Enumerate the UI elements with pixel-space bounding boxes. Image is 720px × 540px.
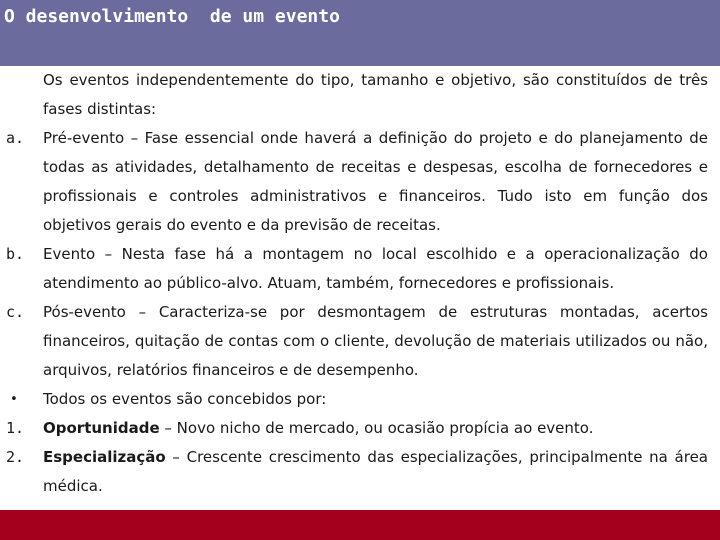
phase-b-item: [43, 240, 708, 298]
phase-c-term: Pós-evento: [43, 303, 126, 321]
phase-c-item: [43, 298, 708, 385]
phase-b-term: Evento: [43, 245, 96, 263]
condition-2-term: Especialização: [43, 448, 166, 466]
bullet-marker: •: [10, 392, 18, 407]
footer-bar: [0, 510, 720, 540]
title-bar: [0, 0, 720, 66]
phase-c-text: – Caracteriza-se por desmontagem de estruturas montadas, acertos financeiros, quitação de contas com o cliente, devolução de materiais utilizados ou não, arquivos, relatórios financeiros e de desempenho.: [43, 303, 708, 379]
page-title: O desenvolvimento de um evento: [4, 6, 340, 27]
bullet-item: Todos os eventos são concebidos por:: [43, 390, 327, 408]
phase-b-text: – Nesta fase há a montagem no local escolhido e a operacionalização do atendimento ao público-alvo. Atuam, também, fornecedores e profissionais.: [43, 245, 708, 292]
intro-paragraph: Os eventos independentemente do tipo, tamanho e objetivo, são constituídos de três fases distintas:: [43, 71, 708, 118]
phase-a-text: – Fase essencial onde haverá a definição do projeto e do planejamento de todas as atividades, detalhamento de receitas e despesas, escolha de fornecedores e profissionais e controles administrativos e financeiros. Tudo isto em função dos objetivos gerais do evento e da previsão de receitas.: [43, 129, 708, 234]
phase-c-marker: c.: [6, 303, 25, 321]
condition-1-item: [43, 414, 708, 443]
phase-a-term: Pré-evento: [43, 129, 125, 147]
condition-2-text: – Crescente crescimento das especializações, principalmente na área médica.: [43, 448, 708, 495]
condition-2-item: [43, 443, 708, 501]
condition-2-marker: 2.: [6, 448, 25, 466]
condition-1-term: Oportunidade: [43, 419, 160, 437]
phase-a-marker: a.: [6, 129, 25, 147]
phase-b-marker: b.: [6, 245, 25, 263]
condition-1-marker: 1.: [6, 419, 25, 437]
condition-1-text: – Novo nicho de mercado, ou ocasião propícia ao evento.: [159, 419, 594, 437]
phase-a-item: [43, 124, 708, 240]
